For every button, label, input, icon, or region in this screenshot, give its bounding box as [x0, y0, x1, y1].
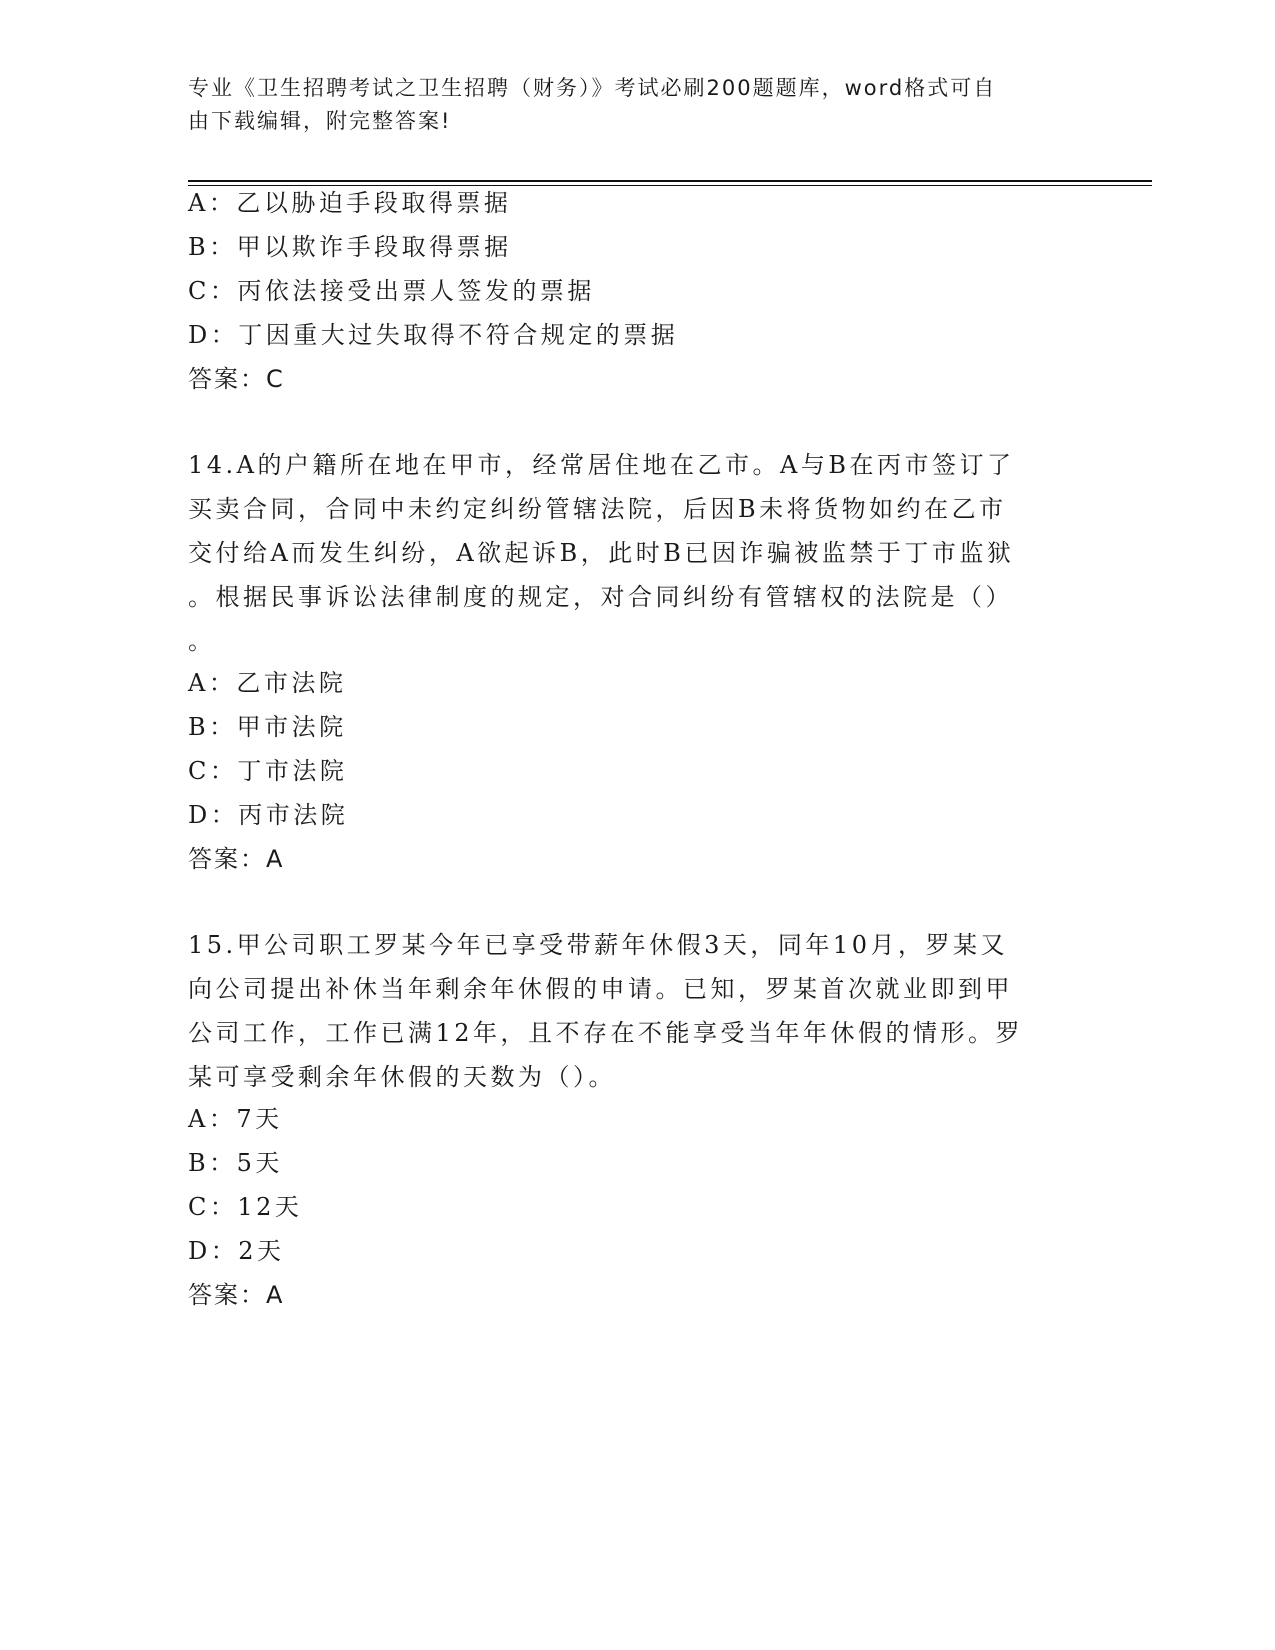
header-line-2: 由下载编辑，附完整答案!: [188, 109, 452, 133]
q15-stem-line-3: 公司工作，工作已满12年，且不存在不能享受当年年休假的情形。罗: [188, 1019, 1024, 1047]
q14-stem-line-3: 交付给A而发生纠纷，A欲起诉B，此时B已因诈骗被监禁于丁市监狱: [188, 539, 1015, 567]
q14-option-a: A：乙市法院: [188, 669, 347, 697]
q14-stem-line-2: 买卖合同，合同中未约定纠纷管辖法院，后因B未将货物如约在乙市: [188, 495, 1007, 523]
q13-option-d: D：丁因重大过失取得不符合规定的票据: [188, 321, 679, 349]
q14-option-d: D：丙市法院: [188, 801, 349, 829]
q13-option-b: B：甲以欺诈手段取得票据: [188, 233, 512, 261]
q15-answer: 答案：A: [188, 1281, 285, 1309]
q14-option-b: B：甲市法院: [188, 713, 347, 741]
q14-answer: 答案：A: [188, 845, 285, 873]
q13-option-a: A：乙以胁迫手段取得票据: [188, 189, 512, 217]
q14-stem-line-5: 。: [188, 627, 216, 655]
header-rule-thick: [188, 180, 1152, 182]
q15-option-b: B：5天: [188, 1149, 283, 1177]
header-line-1: 专业《卫生招聘考试之卫生招聘（财务）》考试必刷200题题库，word格式可自: [188, 76, 997, 100]
q15-stem-line-1: 15.甲公司职工罗某今年已享受带薪年休假3天，同年10月，罗某又: [188, 931, 1008, 959]
q14-option-c: C：丁市法院: [188, 757, 348, 785]
q13-answer: 答案：C: [188, 365, 285, 393]
q14-stem-line-4: 。根据民事诉讼法律制度的规定，对合同纠纷有管辖权的法院是（）: [188, 583, 1013, 611]
q15-option-d: D：2天: [188, 1237, 285, 1265]
q14-stem-line-1: 14.A的户籍所在地在甲市，经常居住地在乙市。A与B在丙市签订了: [188, 451, 1015, 479]
q15-stem-line-2: 向公司提出补休当年剩余年休假的申请。已知，罗某首次就业即到甲: [188, 975, 1013, 1003]
q15-option-a: A：7天: [188, 1105, 283, 1133]
q15-option-c: C：12天: [188, 1193, 303, 1221]
q15-stem-line-4: 某可享受剩余年休假的天数为（）。: [188, 1063, 616, 1091]
header-rule-thin: [188, 185, 1152, 186]
document-header: [188, 72, 1088, 138]
q13-option-c: C：丙依法接受出票人签发的票据: [188, 277, 595, 305]
